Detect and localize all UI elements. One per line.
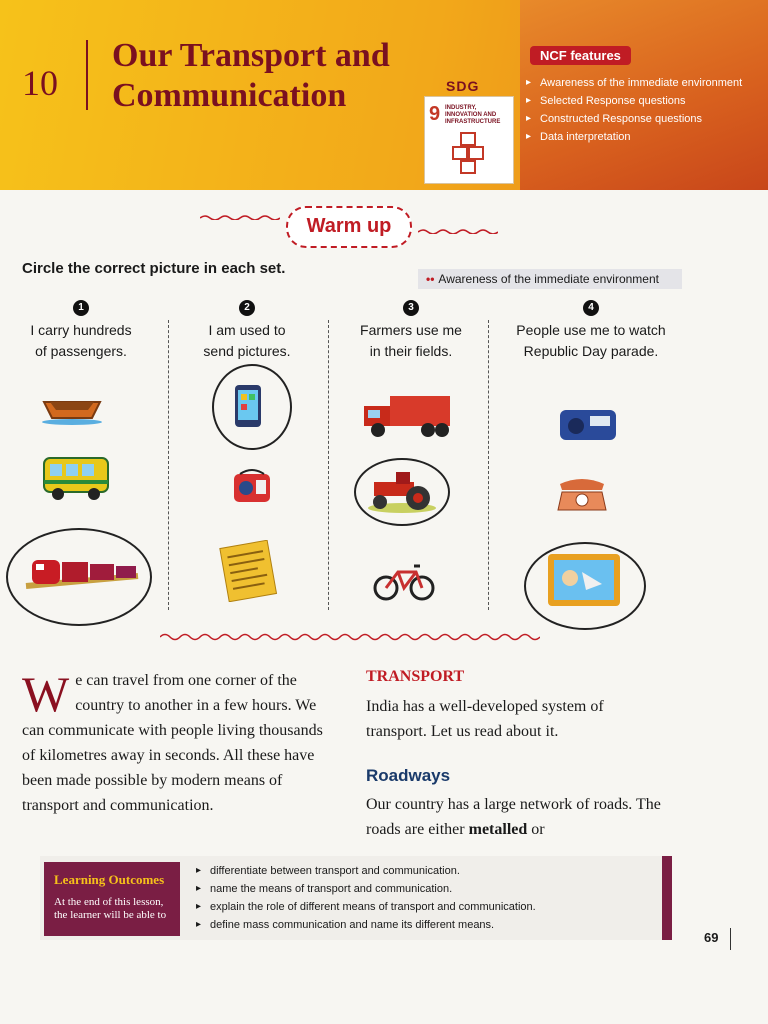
- set-3: [336, 300, 486, 362]
- ncf-features-list: [524, 76, 760, 148]
- roadways-bold: metalled: [468, 821, 528, 838]
- set-number: 4: [583, 300, 599, 316]
- set-question: [496, 320, 686, 362]
- section-divider-wave: [160, 632, 540, 642]
- television-icon[interactable]: [546, 552, 622, 612]
- ncf-features-tag: NCF features: [530, 46, 631, 65]
- cubes-icon: [447, 131, 491, 175]
- roadways-paragraph: [366, 792, 666, 842]
- awareness-tag: [418, 269, 682, 289]
- learning-outcomes-title: Learning Outcomes: [54, 872, 165, 887]
- newspaper-icon[interactable]: [218, 540, 282, 602]
- boat-icon[interactable]: [40, 382, 104, 426]
- sdg-badge: [424, 96, 514, 184]
- column-divider: [168, 320, 169, 610]
- column-divider: [488, 320, 489, 610]
- roadways-text: Our country has a large network of roads. The roads are either: [366, 796, 661, 838]
- roadways-heading: Roadways: [366, 766, 451, 785]
- ncf-item: ▸ Constructed Response questions: [524, 112, 760, 126]
- set-question: [172, 320, 322, 362]
- radio-icon[interactable]: [232, 466, 272, 506]
- outcome-item: ▸ define mass communication and name its different means.: [196, 916, 636, 934]
- bus-icon[interactable]: [42, 452, 112, 504]
- sdg-text: INDUSTRY, INNOVATION AND INFRASTRUCTURE: [445, 105, 501, 125]
- bicycle-icon[interactable]: [372, 560, 436, 602]
- set-question: [6, 320, 156, 362]
- set-number: 3: [403, 300, 419, 316]
- set-number: 1: [73, 300, 89, 316]
- page-number-bar: [730, 928, 731, 950]
- set-4: [496, 300, 686, 362]
- decorative-wave: [418, 228, 498, 234]
- question-line: I am used to: [208, 322, 286, 338]
- ncf-item: ▸ Data interpretation: [524, 130, 760, 144]
- learning-outcomes-box: [40, 856, 672, 940]
- set-2: [172, 300, 322, 362]
- chapter-title-line1: Our Transport and: [112, 37, 390, 74]
- truck-icon[interactable]: [362, 392, 454, 442]
- decorative-wave: [200, 214, 280, 220]
- tractor-icon[interactable]: [366, 466, 438, 514]
- outcome-item: ▸ name the means of transport and communication.: [196, 880, 636, 898]
- chapter-title-line2: Communication: [112, 77, 347, 114]
- train-icon[interactable]: [22, 546, 142, 596]
- outcome-item: ▸ differentiate between transport and communication.: [196, 862, 636, 880]
- drop-cap: W: [22, 666, 70, 722]
- chapter-number: 10: [22, 63, 58, 103]
- intro-paragraph: [22, 668, 328, 818]
- sdg-label: SDG: [446, 78, 480, 94]
- outcome-item: ▸ explain the role of different means of transport and communication.: [196, 898, 636, 916]
- question-line: of passengers.: [35, 343, 127, 359]
- warm-up-title: Warm up: [286, 206, 412, 248]
- learning-outcomes-subtitle: At the end of this lesson, the learner will be able to: [54, 896, 167, 921]
- transport-heading: TRANSPORT: [366, 668, 465, 685]
- question-line: I carry hundreds: [30, 322, 132, 338]
- set-number: 2: [239, 300, 255, 316]
- learning-outcomes-label: [44, 862, 180, 936]
- smartphone-icon[interactable]: [234, 384, 262, 428]
- transport-paragraph: India has a well-developed system of transport. Let us read about it.: [366, 698, 604, 740]
- warm-up-instruction: Circle the correct picture in each set.: [22, 260, 286, 277]
- intro-text: e can travel from one corner of the country to another in a few hours. We can communicate with people living thousands of kilometres away in seconds. All these have been made possible by modern means of transport and communication.: [22, 672, 323, 814]
- learning-outcomes-list: [196, 862, 636, 934]
- ncf-item: ▸ Selected Response questions: [524, 94, 760, 108]
- question-line: send pictures.: [203, 343, 291, 359]
- roadways-text-end: or: [527, 821, 545, 838]
- question-line: People use me to watch: [516, 322, 666, 338]
- sdg-number: 9: [429, 103, 441, 125]
- question-line: in their fields.: [369, 343, 453, 359]
- radio-set-icon[interactable]: [558, 404, 618, 444]
- set-1: [6, 300, 156, 362]
- column-divider: [328, 320, 329, 610]
- question-line: Farmers use me: [360, 322, 462, 338]
- page-number: 69: [704, 930, 719, 945]
- bullet-dots-icon: ••: [426, 272, 435, 286]
- chapter-title: [112, 36, 472, 116]
- set-question: [336, 320, 486, 362]
- awareness-text: Awareness of the immediate environment: [438, 272, 659, 286]
- ncf-item: ▸ Awareness of the immediate environment: [524, 76, 760, 90]
- telephone-icon[interactable]: [556, 474, 608, 514]
- chapter-divider: [86, 40, 88, 110]
- question-line: Republic Day parade.: [523, 343, 659, 359]
